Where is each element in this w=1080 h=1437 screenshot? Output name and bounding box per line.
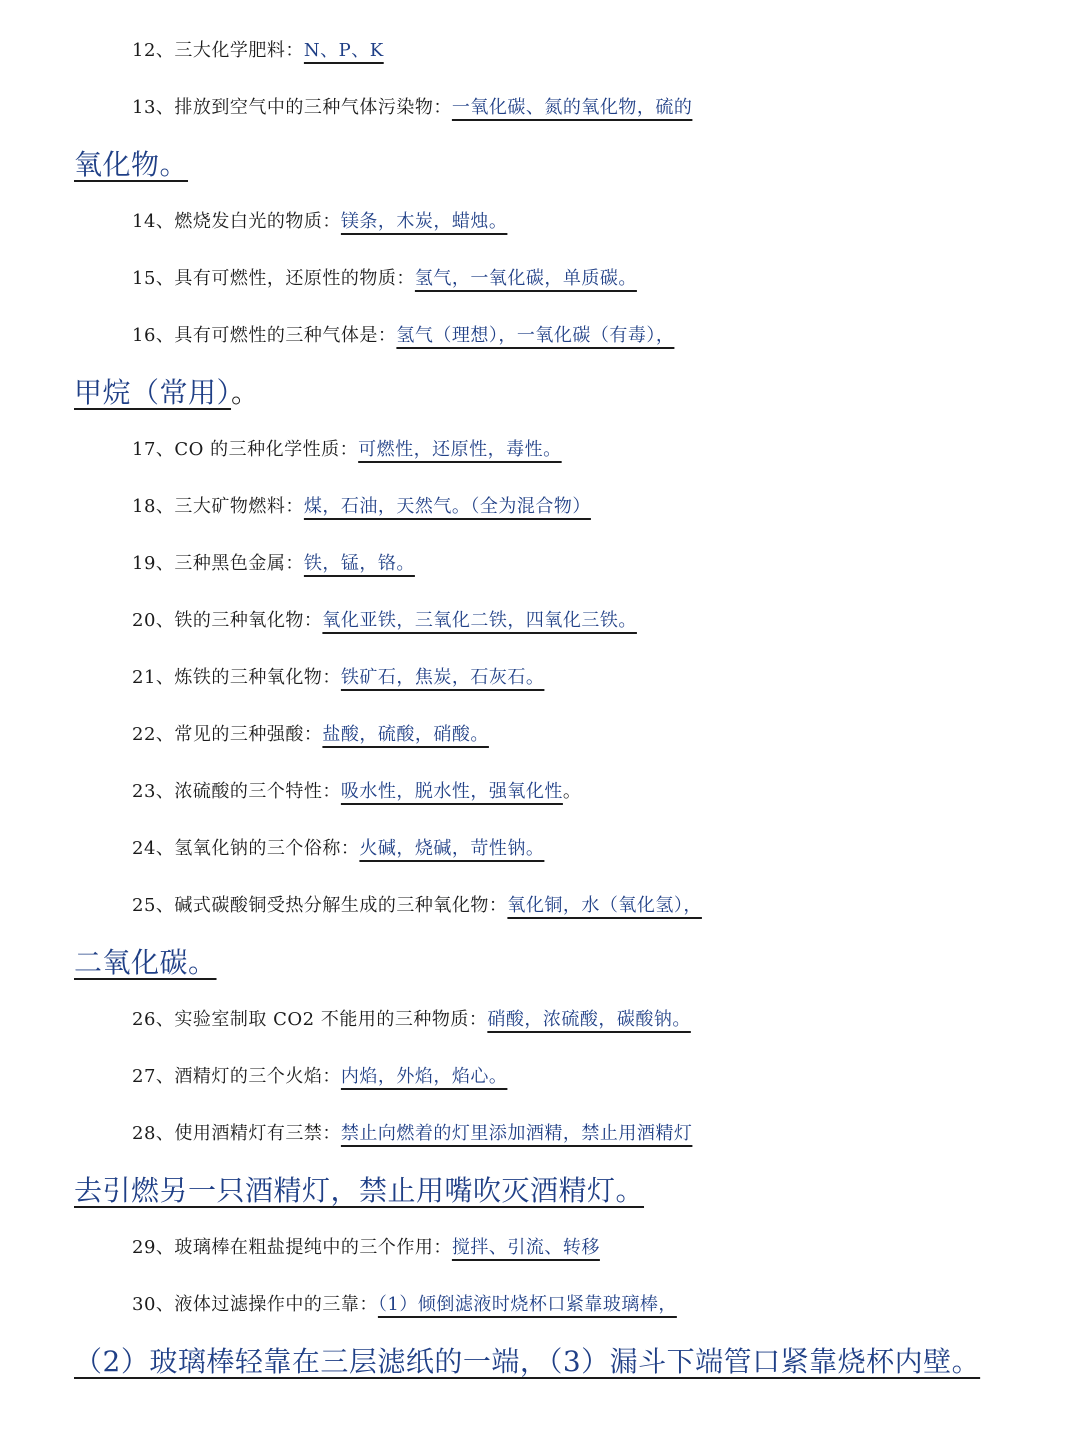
item-13 [132,88,1072,128]
item-18 [132,487,1072,527]
item-14 [132,202,1072,242]
item-27 [132,1057,1072,1097]
item-tail: 。 [562,781,582,802]
item-17 [132,430,1072,470]
item-number: 21、 [132,667,175,688]
item-24 [132,829,1072,869]
item-answer: 硝酸，浓硫酸，碳酸钠。 [487,1009,691,1030]
item-number: 12、 [132,40,175,61]
item-question: 液体过滤操作中的三靠： [174,1294,378,1315]
item-answer-continued: 去引燃另一只酒精灯，禁止用嘴吹灭酒精灯。 [74,1174,645,1207]
item-answer: 铁矿石，焦炭，石灰石。 [340,667,545,688]
item-number: 14、 [132,211,175,232]
item-number: 19、 [132,553,175,574]
item-13-continued [74,145,1014,185]
item-number: 26、 [132,1009,175,1030]
item-answer: 吸水性，脱水性，强氧化性 [340,781,563,802]
item-12 [132,31,1072,71]
item-number: 22、 [132,724,175,745]
item-number: 28、 [132,1123,175,1144]
item-question: 铁的三种氧化物： [174,610,323,631]
item-answer: 禁止向燃着的灯里添加酒精，禁止用酒精灯 [340,1123,693,1144]
item-number: 30、 [132,1294,175,1315]
item-question: 氢氧化钠的三个俗称： [174,838,360,859]
item-number: 29、 [132,1237,175,1258]
item-number: 27、 [132,1066,175,1087]
item-number: 25、 [132,895,175,916]
item-22 [132,715,1072,755]
item-number: 16、 [132,325,175,346]
item-answer-continued: （2）玻璃棒轻靠在三层滤纸的一端，（3）漏斗下端管口紧靠烧杯内壁。 [74,1345,981,1378]
item-25 [132,886,1072,926]
item-number: 18、 [132,496,175,517]
item-answer: 一氧化碳、氮的氧化物，硫的 [451,97,693,118]
item-question: 三种黑色金属： [174,553,304,574]
item-question: CO 的三种化学性质： [174,439,359,460]
item-number: 23、 [132,781,175,802]
item-19 [132,544,1072,584]
item-question: 常见的三种强酸： [174,724,323,745]
item-question: 具有可燃性的三种气体是： [174,325,397,346]
item-answer: 镁条，木炭，蜡烛。 [340,211,508,232]
item-answer: 搅拌、引流、转移 [451,1237,600,1258]
item-28-continued [74,1171,1014,1211]
item-answer: （1）倾倒滤液时烧杯口紧靠玻璃棒， [377,1294,677,1315]
item-question: 具有可燃性，还原性的物质： [174,268,415,289]
item-answer: 铁，锰，铬。 [303,553,415,574]
item-25-continued [74,943,1014,983]
item-15 [132,259,1072,299]
item-number: 20、 [132,610,175,631]
item-29 [132,1228,1072,1268]
item-number: 24、 [132,838,175,859]
item-number: 15、 [132,268,175,289]
item-question: 燃烧发白光的物质： [174,211,341,232]
item-answer: 氧化铜，水（氧化氢）， [507,895,702,916]
item-23 [132,772,1072,812]
item-answer: 煤，石油，天然气。（全为混合物） [303,496,591,517]
item-answer: N、P、K [303,40,384,61]
item-question: 排放到空气中的三种气体污染物： [174,97,452,118]
item-question: 实验室制取 CO2 不能用的三种物质： [174,1009,488,1030]
item-30 [132,1285,1072,1325]
item-30-continued [74,1342,1014,1382]
item-16 [132,316,1072,356]
item-question: 玻璃棒在粗盐提纯中的三个作用： [174,1237,452,1258]
item-question: 碱式碳酸铜受热分解生成的三种氧化物： [174,895,508,916]
item-number: 13、 [132,97,175,118]
item-question: 炼铁的三种氧化物： [174,667,341,688]
item-tail: 。 [231,376,260,409]
item-answer-continued: 二氧化碳。 [74,946,217,979]
item-answer: 氧化亚铁，三氧化二铁，四氧化三铁。 [322,610,637,631]
item-16-continued [74,373,1014,413]
item-answer-continued: 甲烷（常用） [74,376,232,409]
item-answer: 盐酸，硫酸，硝酸。 [322,724,489,745]
item-21 [132,658,1072,698]
item-answer: 氢气，一氧化碳，单质碳。 [414,268,637,289]
item-answer: 内焰，外焰，焰心。 [340,1066,508,1087]
item-answer: 火碱，烧碱，苛性钠。 [359,838,545,859]
item-20 [132,601,1072,641]
item-question: 使用酒精灯有三禁： [174,1123,341,1144]
item-answer: 可燃性，还原性，毒性。 [358,439,562,460]
item-26 [132,1000,1072,1040]
item-number: 17、 [132,439,175,460]
item-question: 浓硫酸的三个特性： [174,781,341,802]
item-28 [132,1114,1072,1154]
item-question: 三大矿物燃料： [174,496,304,517]
item-answer: 氢气（理想），一氧化碳（有毒）， [396,325,675,346]
item-question: 三大化学肥料： [174,40,304,61]
item-question: 酒精灯的三个火焰： [174,1066,341,1087]
item-answer-continued: 氧化物。 [74,148,189,181]
